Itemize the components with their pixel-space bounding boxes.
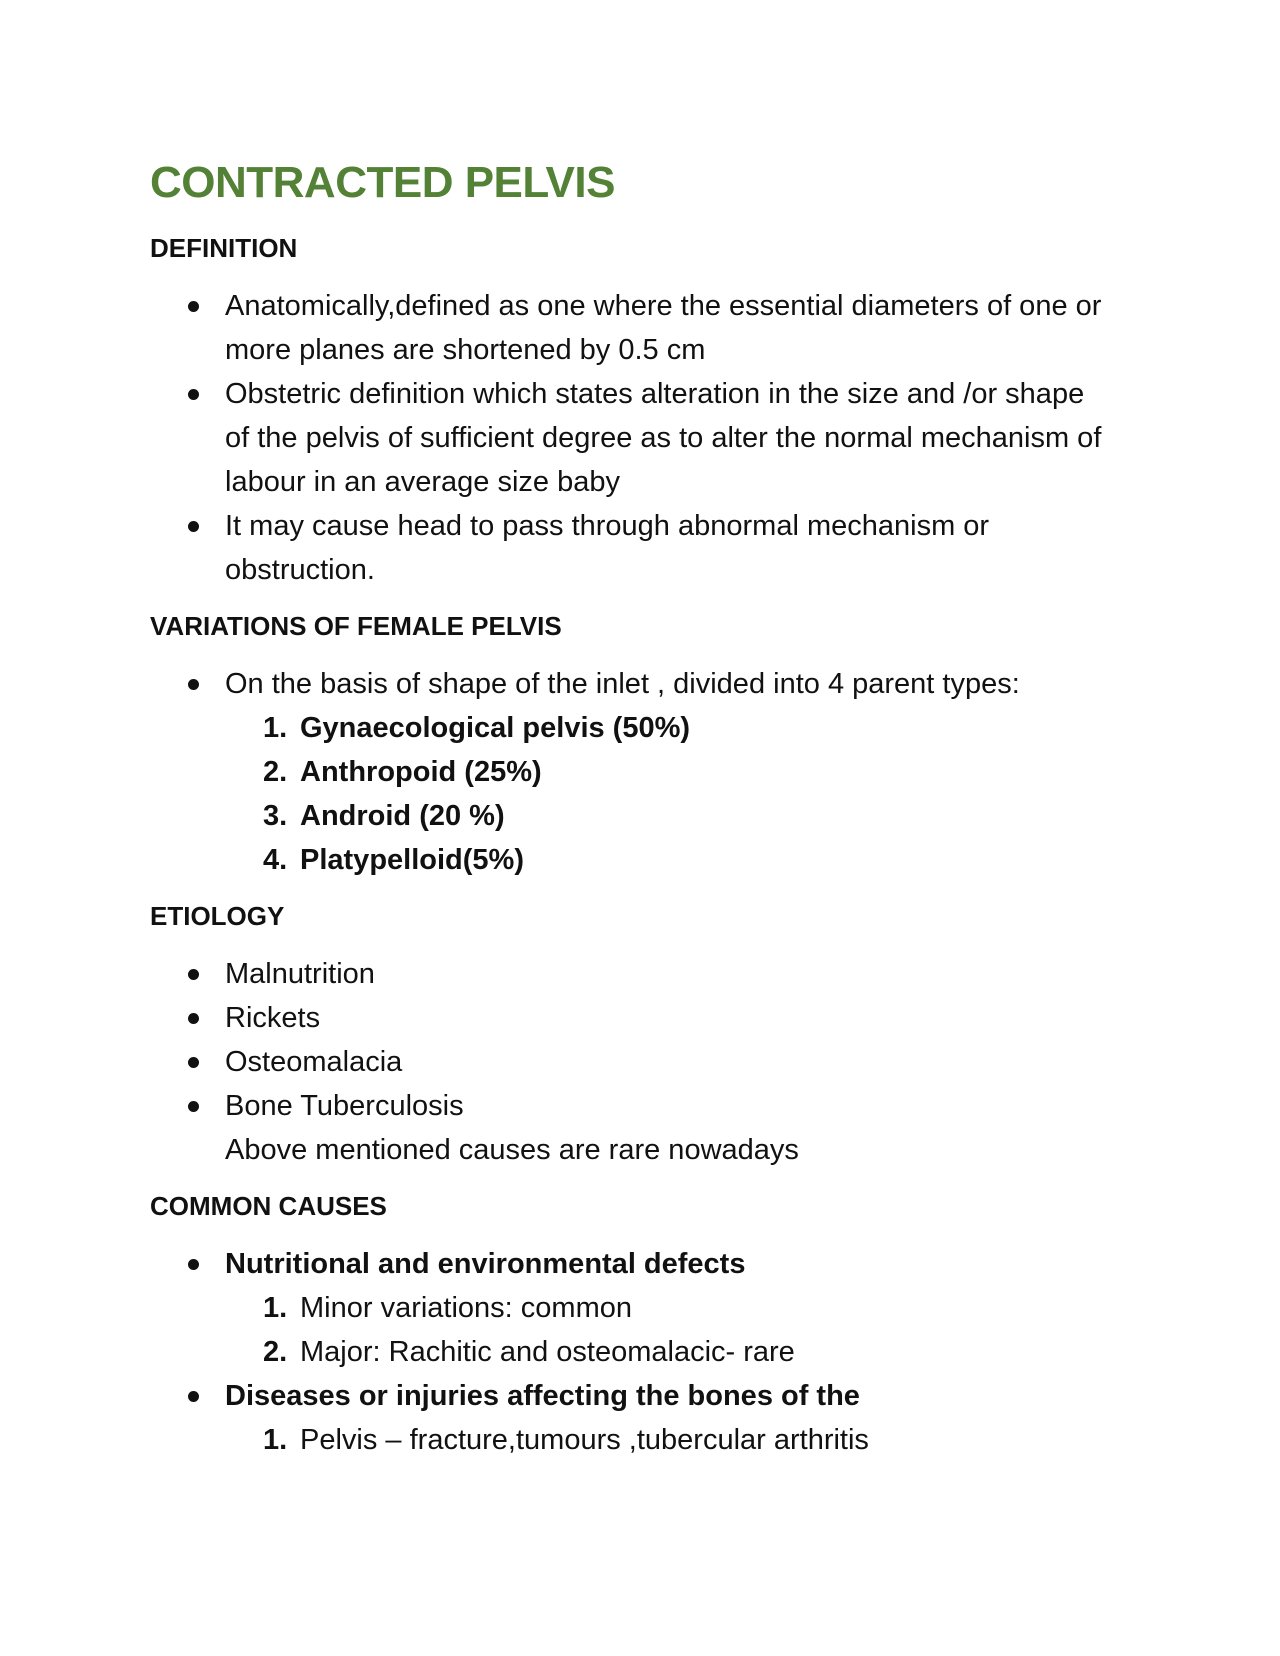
list-item: 3. Android (20 %) [263,800,505,832]
common-causes-list [150,1242,1150,1286]
bullet-icon [188,969,199,980]
list-item: 1. Gynaecological pelvis (50%) [263,712,691,744]
common-causes-heading: COMMON CAUSES [150,1191,387,1221]
list-item: Osteomalacia [150,1040,1115,1084]
bullet-icon [188,679,199,690]
bullet-icon [188,1391,199,1402]
list-item: It may cause head to pass through abnormal mechanism or obstruction. [150,504,1115,592]
pelvis-types-list [150,706,1150,882]
list-item: 4. Platypelloid(5%) [263,844,524,876]
list-item: Rickets [150,996,1115,1040]
bullet-icon [188,1013,199,1024]
bullet-icon [188,301,199,312]
etiology-list [150,952,1150,1128]
list-item: 2. Anthropoid (25%) [263,756,542,788]
definition-list [150,284,1150,592]
list-item: Malnutrition [150,952,1115,996]
common-causes-list-2 [150,1374,1150,1418]
document-page [150,150,1150,1462]
page-title: CONTRACTED PELVIS [150,158,615,207]
list-item: On the basis of shape of the inlet , divided into 4 parent types: [150,662,1115,706]
list-item: Bone Tuberculosis [150,1084,1115,1128]
list-item: 1. Minor variations: common [263,1292,632,1324]
bullet-icon [188,521,199,532]
nutritional-causes-list [150,1286,1150,1374]
variations-list [150,662,1150,706]
bullet-icon [188,1101,199,1112]
list-item: Diseases or injuries affecting the bones of the [150,1374,1115,1418]
list-item: 2. Major: Rachitic and osteomalacic- rare [263,1336,795,1368]
variations-heading: VARIATIONS OF FEMALE PELVIS [150,611,562,641]
bone-diseases-list [150,1418,1150,1462]
list-item: 1. Pelvis – fracture,tumours ,tubercular arthritis [263,1424,869,1456]
list-item: Obstetric definition which states alteration in the size and /or shape of the pelvis of sufficient degree as to alter the normal mechanism of labour in an average size baby [150,372,1115,504]
list-item: Nutritional and environmental defects [150,1242,1115,1286]
bullet-icon [188,389,199,400]
definition-heading: DEFINITION [150,233,298,263]
etiology-note: Above mentioned causes are rare nowadays [225,1134,799,1166]
etiology-heading: ETIOLOGY [150,901,285,931]
bullet-icon [188,1057,199,1068]
list-item: Anatomically,defined as one where the essential diameters of one or more planes are shortened by 0.5 cm [150,284,1115,372]
bullet-icon [188,1259,199,1270]
